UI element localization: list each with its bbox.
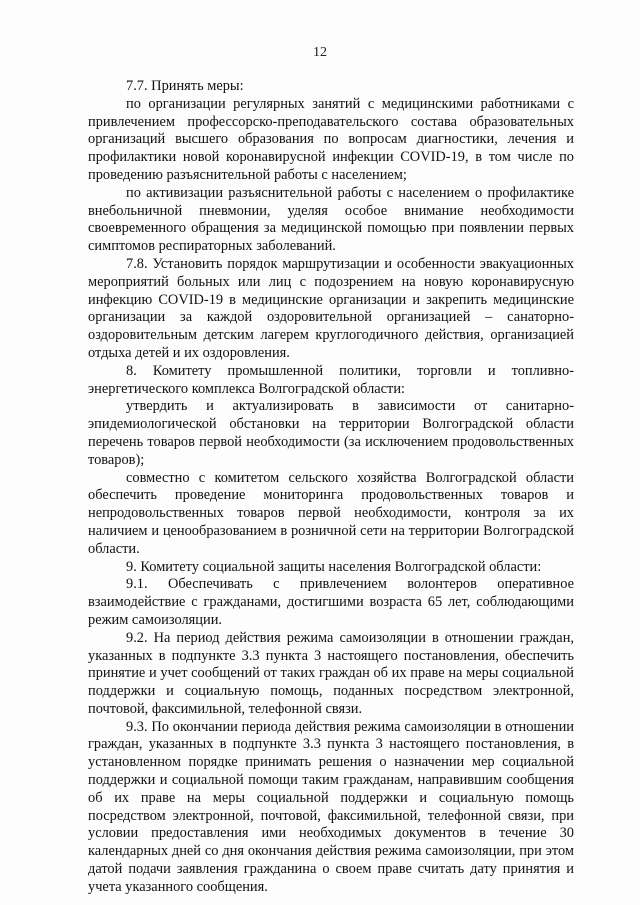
paragraph-7-7: 7.7. Принять меры:	[126, 78, 244, 94]
paragraph-7-7-item-2: по активизации разъяснительной работы с населением о профилактике внебольничной пневмонии, уделяя особое внимание необходимости своевременного обращения за медицинской помощью при появлении первых симптомов респираторных заболеваний.	[88, 184, 574, 255]
paragraph-8-item-2: совместно с комитетом сельского хозяйства Волгоградской области обеспечить проведение мониторинга продовольственных товаров и непродовольственных товаров первой необходимости, контроля за их наличием и ценообразованием в розничной сети на территории Волгоградской области.	[88, 469, 574, 557]
paragraph-8: 8. Комитету промышленной политики, торговли и топливно-энергетического комплекса Волгоградской области:	[88, 362, 574, 397]
paragraph-7-8: 7.8. Установить порядок маршрутизации и особенности эвакуационных мероприятий больных или лиц с подозрением на новую коронавирусную инфекцию COVID-19 в медицинские организации и закрепить медицинские организации за каждой оздоровительной организацией – санаторно-оздоровительным детским лагерем круглогодичного действия, организацией отдыха детей и их оздоровления.	[88, 255, 574, 361]
page-number: 12	[313, 45, 327, 60]
paragraph-8-item-1: утвердить и актуализировать в зависимости от санитарно-эпидемиологической обстановки на территории Волгоградской области перечень товаров первой необходимости (за исключением продовольственных товаров);	[88, 398, 574, 468]
paragraph-9-3: 9.3. По окончании периода действия режима самоизоляции в отношении граждан, указанных в подпункте 3.3 пункта 3 настоящего постановления, в установленном порядке принимать решения о назначении мер социальной поддержки и социальной помощи таким гражданам, направившим сообщения об их праве на меры социальной поддержки и социальную помощь посредством электронной, почтовой, факсимильной, телефонной связи, при условии предоставления ими необходимых документов в течение 30 календарных дней со дня окончания действия режима самоизоляции, при этом датой подачи заявления гражданина о своем праве считать дату принятия и учета указанного сообщения.	[88, 718, 574, 895]
document-body	[88, 78, 574, 897]
paragraph-7-7-item-1: по организации регулярных занятий с медицинскими работниками с привлечением профессорско-преподавательского состава образовательных организаций высшего образования по вопросам диагностики, лечения и профилактики новой коронавирусной инфекции COVID-19, в том числе по проведению разъяснительной работы с населением;	[88, 95, 574, 183]
paragraph-9-1: 9.1. Обеспечивать с привлечением волонтеров оперативное взаимодействие с гражданами, достигшими возраста 65 лет, соблюдающими режим самоизоляции.	[88, 576, 574, 628]
paragraph-9-2: 9.2. На период действия режима самоизоляции в отношении граждан, указанных в подпункте 3.3 пункта 3 настоящего постановления, обеспечить принятие и учет сообщений от таких граждан об их праве на меры социальной поддержки и социальную помощь, поданных посредством электронной, почтовой, факсимильной, телефонной связи.	[88, 629, 574, 717]
paragraph-9: 9. Комитету социальной защиты населения Волгоградской области:	[126, 558, 542, 575]
